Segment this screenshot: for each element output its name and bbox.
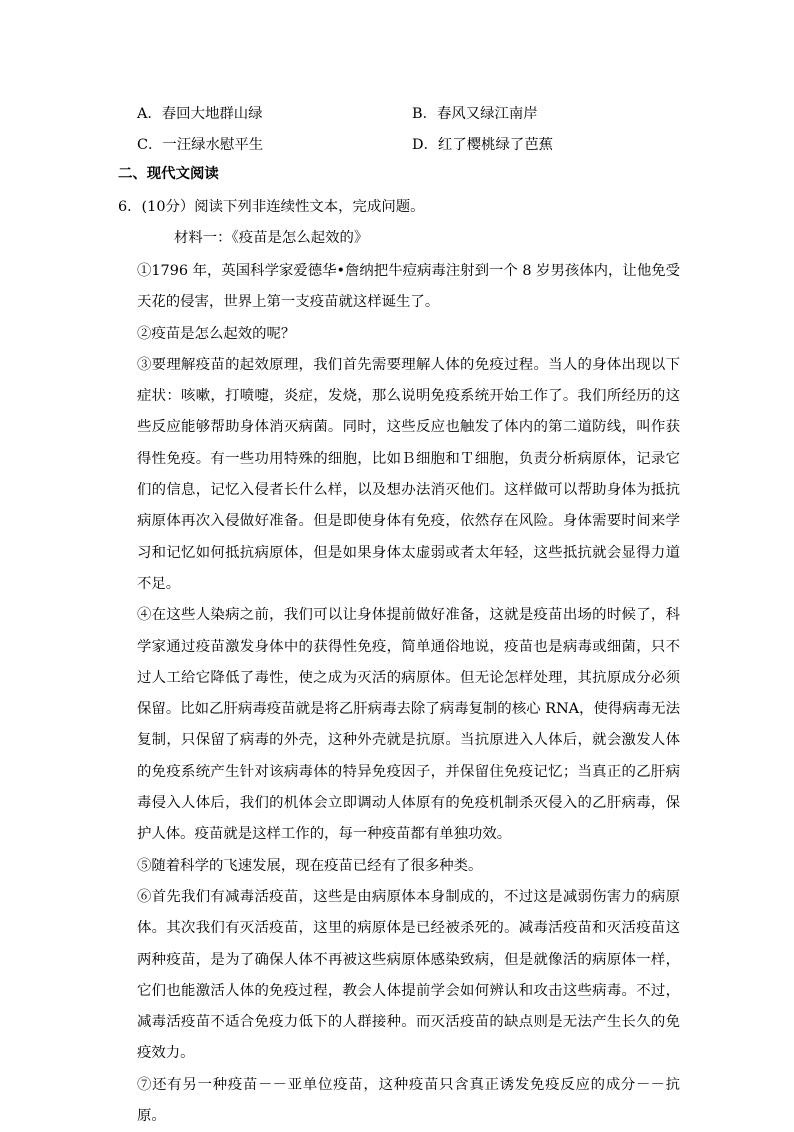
- paragraph-1: ①1796 年，英国科学家爱德华•詹纳把牛痘病毒注射到一个 8 岁男孩体内，让他免受天花的侵害，世界上第一支疫苗就这样诞生了。: [137, 263, 680, 311]
- option-c: C．一汪绿水慰平生: [137, 137, 264, 153]
- paragraph-4: ④在这些人染病之前，我们可以让身体提前做好准备，这就是疫苗出场的时候了，科学家通过疫苗激发身体中的获得性免疫，简单通俗地说，疫苗也是病毒或细菌，只不过人工给它降低了毒性，使之成为灭活的病原体。但无论怎样处理，其抗原成分必须保留。比如乙肝病毒疫苗就是将乙肝病毒去除了病毒复制的核心 RNA，使得病毒无法复制，只保留了病毒的外壳，这种外壳就是抗原。当抗原进入人体后，就会激发人体的免疫系统产生针对该病毒体的特异免疫因子，并保留住免疫记忆；当真正的乙肝病毒侵入人体后，我们的机体会立即调动人体原有的免疫机制杀灭侵入的乙肝病毒，保护人体。疫苗就是这样工作的，每一种疫苗都有单独功效。: [137, 607, 680, 843]
- paragraph-7: ⑦还有另一种疫苗－－亚单位疫苗，这种疫苗只含真正诱发免疫反应的成分－－抗原。: [137, 1076, 680, 1125]
- paragraph-2: ②疫苗是怎么起效的呢？: [137, 325, 296, 342]
- option-d: D．红了樱桃绿了芭蕉: [412, 137, 554, 153]
- material-title: 材料一：《疫苗是怎么起效的》: [174, 230, 369, 246]
- article-body: [137, 256, 680, 1132]
- question-stem: 6．(10分）阅读下列非连续性文本，完成问题。: [118, 199, 425, 215]
- paragraph-3: ③要理解疫苗的起效原理，我们首先需要理解人体的免疫过程。当人的身体出现以下症状：咳嗽，打喷嚏，炎症，发烧，那么说明免疫系统开始工作了。我们所经历的这些反应能够帮助身体消灭病菌。同时，这些反应也触发了体内的第二道防线，叫作获得性免疫。有一些功用特殊的细胞，比如Ｂ细胞和Ｔ细胞，负责分析病原体，记录它们的信息，记忆入侵者长什么样，以及想办法消灭他们。这样做可以帮助身体为抵抗病原体再次入侵做好准备。但是即使身体有免疫，依然存在风险。身体需要时间来学习和记忆如何抵抗病原体，但是如果身体太虚弱或者太年轻，这些抵抗就会显得力道不足。: [137, 356, 680, 592]
- paragraph-5: ⑤随着科学的飞速发展，现在疫苗已经有了很多种类。: [137, 857, 483, 874]
- paragraph-6: ⑥首先我们有减毒活疫苗，这些是由病原体本身制成的，不过这是减弱伤害力的病原体。其次我们有灭活疫苗，这里的病原体是已经被杀死的。减毒活疫苗和灭活疫苗这两种疫苗，是为了确保人体不再被这些病原体感染致病，但是就像活的病原体一样，它们也能激活人体的免疫过程，教会人体提前学会如何辨认和攻击这些病毒。不过，减毒活疫苗不适合免疫力低下的人群接种。而灭活疫苗的缺点则是无法产生长久的免疫效力。: [137, 888, 680, 1062]
- option-b: B．春风又绿江南岸: [412, 106, 538, 122]
- section-heading: 二、现代文阅读: [118, 165, 219, 182]
- option-a: A．春回大地群山绿: [137, 106, 263, 122]
